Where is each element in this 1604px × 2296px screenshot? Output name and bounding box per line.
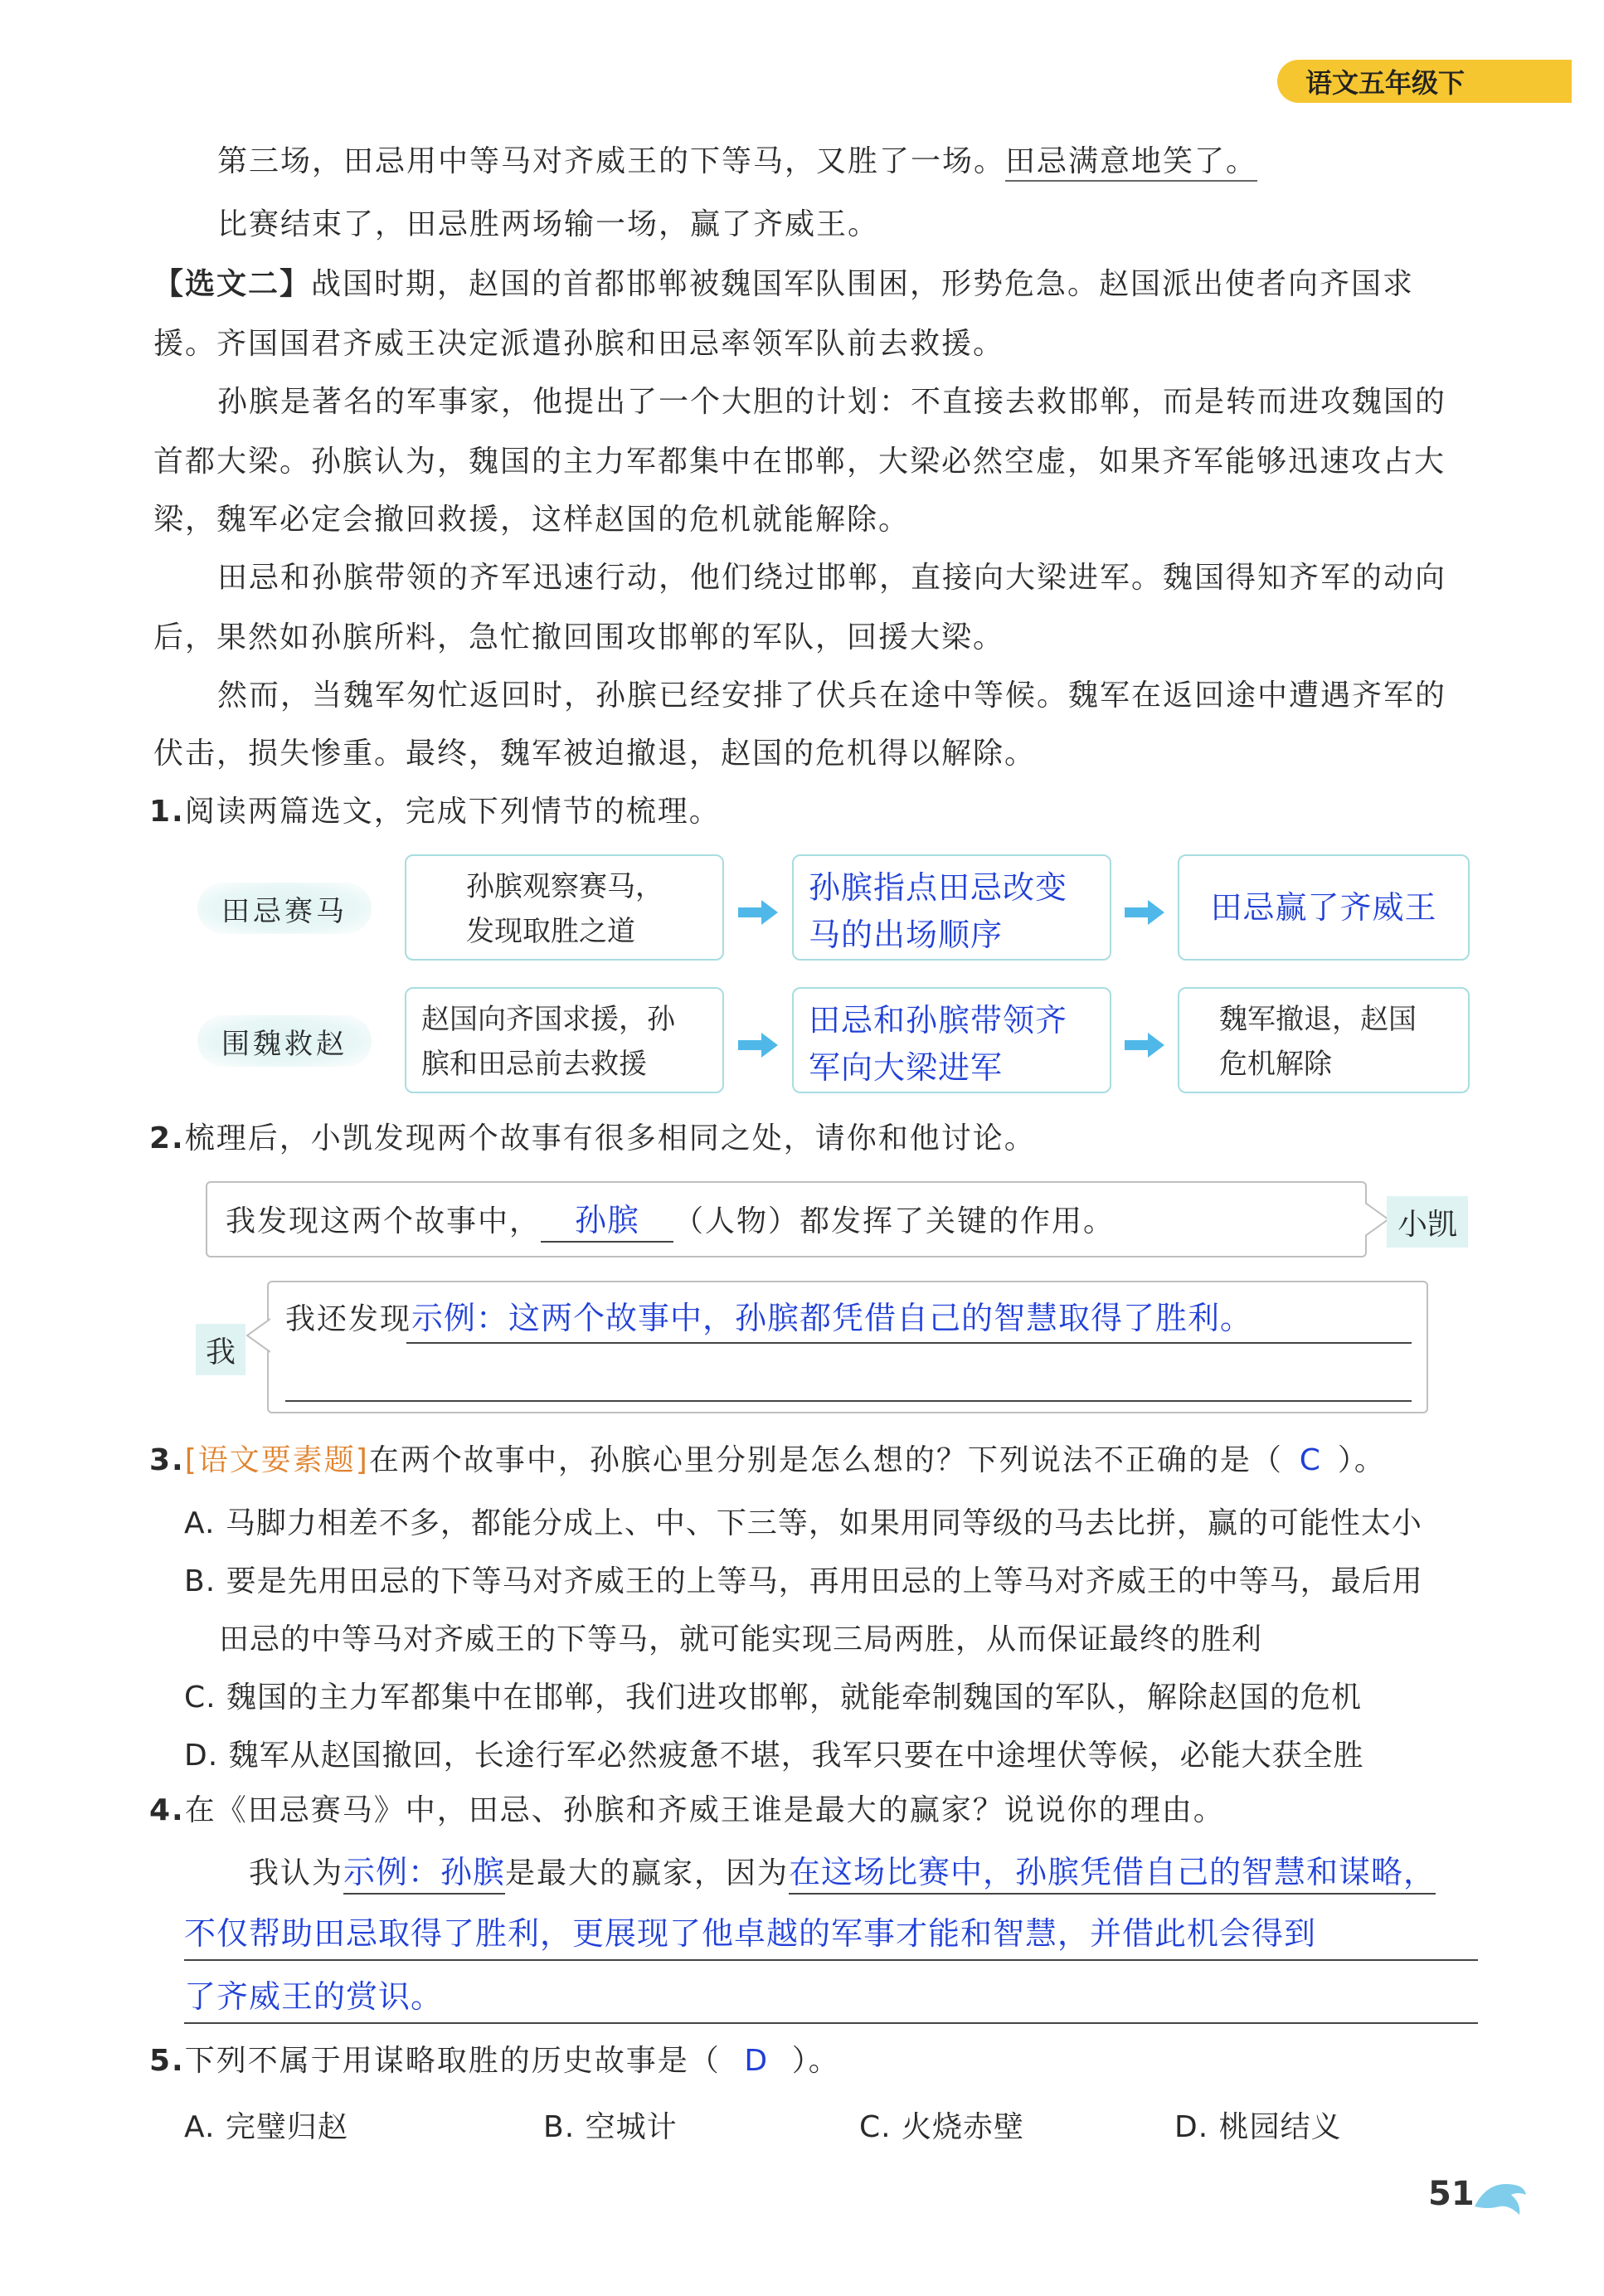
kai-speech-text: 我发现这两个故事中， 孙膑 （人物）都发挥了关键的作用。 (226, 1201, 1115, 1243)
passage-para-4-line3: 梁，魏军必定会撤回救援，这样赵国的危机就能解除。 (153, 503, 911, 537)
flow-box-2-1: 赵国向齐国求援，孙 膑和田忌前去救援 (405, 987, 724, 1093)
passage-para-4-line1: 孙膑是著名的军事家，他提出了一个大胆的计划：不直接去救邯郸，而是转而进攻魏国的 (217, 385, 1447, 419)
flow-label-weiwei: 围魏救赵 (197, 1015, 372, 1067)
dolphin-icon (1471, 2173, 1529, 2223)
answer-line (285, 1400, 1412, 1402)
answer-line (406, 1342, 1412, 1344)
speaker-kai: 小凯 (1387, 1196, 1468, 1248)
arrow-right-icon (1125, 1033, 1164, 1058)
answer-line (184, 2022, 1478, 2024)
me-speech-text: 我还发现示例：这两个故事中，孙膑都凭借自己的智慧取得了胜利。 (285, 1300, 1253, 1336)
q5-option-c[interactable]: C. 火烧赤壁 (859, 2110, 1025, 2144)
arrow-right-icon (738, 900, 778, 925)
passage-para-3-line2: 援。齐国国君齐威王决定派遣孙膑和田忌率领军队前去救援。 (153, 327, 1005, 361)
arrow-right-icon (738, 1033, 778, 1058)
passage-para-5-line2: 后，果然如孙膑所料，急忙撤回围攻邯郸的军队，回援大梁。 (153, 620, 1005, 654)
question-4: 4.在《田忌赛马》中，田忌、孙膑和齐威王谁是最大的赢家？说说你的理由。 (149, 1793, 1225, 1827)
q4-answer-line1: 我认为示例：孙膑是最大的赢家，因为在这场比赛中，孙膑凭借自己的智慧和谋略， (249, 1853, 1436, 1895)
speech-tail-icon (245, 1317, 270, 1354)
question-3: 3.[语文要素题]在两个故事中，孙膑心里分别是怎么想的？下列说法不正确的是（ C ）。 (149, 1443, 1386, 1477)
q3-option-b[interactable]: B. 要是先用田忌的下等马对齐威王的上等马，再用田忌的上等马对齐威王的中等马，最后用 (184, 1564, 1423, 1598)
question-5: 5.下列不属于用谋略取胜的历史故事是（ D ）。 (149, 2044, 840, 2078)
flow-box-1-3[interactable]: 田忌赢了齐威王 (1178, 854, 1470, 961)
passage-para-2: 比赛结束了，田忌胜两场输一场，赢了齐威王。 (217, 207, 880, 241)
q3-option-c[interactable]: C. 魏国的主力军都集中在邯郸，我们进攻邯郸，就能牵制魏国的军队，解除赵国的危机 (184, 1681, 1363, 1715)
arrow-right-icon (1125, 900, 1164, 925)
passage-para-3-line1: 【选文二】战国时期，赵国的首都邯郸被魏国军队围困，形势危急。赵国派出使者向齐国求 (153, 267, 1415, 301)
page-number: 51 (1428, 2175, 1475, 2213)
grade-tag: 语文五年级下 (1277, 60, 1572, 103)
flow-box-2-2[interactable]: 田忌和孙膑带领齐 军向大梁进军 (792, 987, 1111, 1093)
q5-option-d[interactable]: D. 桃园结义 (1174, 2110, 1342, 2144)
flow-box-1-2[interactable]: 孙膑指点田忌改变 马的出场顺序 (792, 854, 1111, 961)
passage-para-5-line1: 田忌和孙膑带领的齐军迅速行动，他们绕过邯郸，直接向大梁进军。魏国得知齐军的动向 (217, 561, 1447, 595)
passage-para-4-line2: 首都大梁。孙膑认为，魏国的主力军都集中在邯郸，大梁必然空虚，如果齐军能够迅速攻占大 (153, 445, 1446, 479)
q3-option-b-cont: 田忌的中等马对齐威王的下等马，就可能实现三局两胜，从而保证最终的胜利 (219, 1622, 1263, 1656)
flow-label-tianji: 田忌赛马 (197, 883, 372, 934)
q3-option-a[interactable]: A. 马脚力相差不多，都能分成上、中、下三等，如果用同等级的马去比拼，赢的可能性太小 (184, 1506, 1422, 1540)
speaker-me: 我 (196, 1324, 245, 1375)
passage-para-6-line2: 伏击，损失惨重。最终，魏军被迫撤退，赵国的危机得以解除。 (153, 737, 1037, 771)
question-2: 2.梳理后，小凯发现两个故事有很多相同之处，请你和他讨论。 (149, 1121, 1036, 1155)
question-1: 1.阅读两篇选文，完成下列情节的梳理。 (149, 795, 721, 829)
flow-box-1-1: 孙膑观察赛马， 发现取胜之道 (405, 854, 724, 961)
passage-para-1: 第三场，田忌用中等马对齐威王的下等马，又胜了一场。田忌满意地笑了。 (217, 143, 1257, 182)
q5-option-a[interactable]: A. 完璧归赵 (184, 2110, 348, 2144)
passage-para-6-line1: 然而，当魏军匆忙返回时，孙膑已经安排了伏兵在途中等候。魏军在返回途中遭遇齐军的 (217, 679, 1447, 713)
q4-answer-line3: 了齐威王的赏识。 (184, 1978, 444, 2015)
answer-line (184, 1959, 1478, 1961)
q4-answer-line2: 不仅帮助田忌取得了胜利，更展现了他卓越的军事才能和智慧，并借此机会得到 (184, 1915, 1317, 1952)
flow-box-2-3[interactable]: 魏军撤退，赵国 危机解除 (1178, 987, 1470, 1093)
q5-option-b[interactable]: B. 空城计 (543, 2110, 678, 2144)
q3-option-d[interactable]: D. 魏军从赵国撤回，长途行军必然疲惫不堪，我军只要在中途埋伏等候，必能大获全胜 (184, 1739, 1364, 1773)
